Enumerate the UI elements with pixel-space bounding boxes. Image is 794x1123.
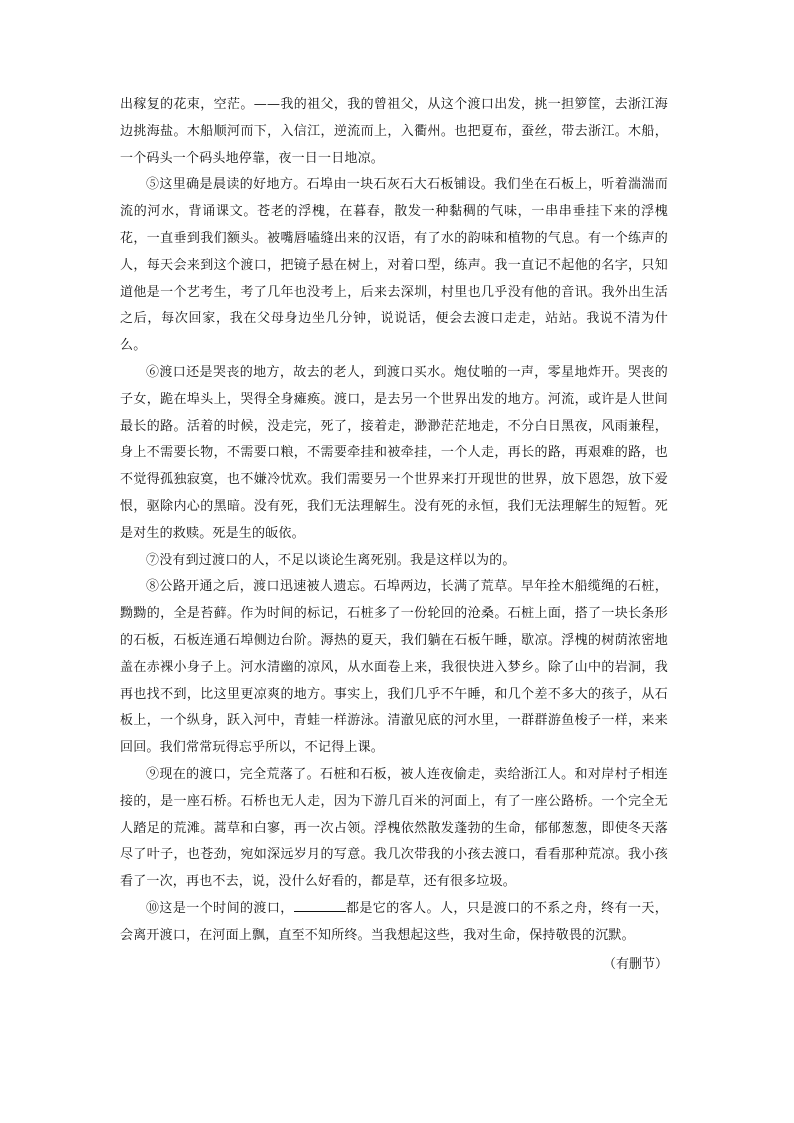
fill-in-blank [294, 899, 346, 912]
paragraph-10-start: ⑩这是一个时间的渡口， [146, 900, 294, 916]
paragraph-5: ⑤这里确是晨读的好地方。石埠由一块石灰石大石板铺设。我们坐在石板上，听着湍湍而流的河水，背诵课文。苍老的浮槐，在暮春，散发一种黏稠的气味，一串串垂挂下来的浮槐花，一直垂到我们额头。被嘴唇嗑缝出来的汉语，有了水的韵味和植物的气息。有一个练声的人，每天会来到这个渡口，把镜子悬在树上，对着口型，练声。我一直记不起他的名字，只知道他是一个艺考生，考了几年也没考上，后来去深圳，村里也几乎没有他的音讯。我外出生活之后，每次回家，我在父母身边坐几分钟，说说话，便会去渡口走走，站站。我说不清为什么。 [120, 177, 668, 354]
paragraph-10-end: 都是它的客人。人，只是渡口的不系之舟，终有一天，会离开渡口，在河面上飘，直至不知所终。当我想起这些，我对生命，保持敬畏的沉默。 [120, 900, 668, 943]
paragraph-9: ⑨现在的渡口，完全荒落了。石桩和石板，被人连夜偷走，卖给浙江人。和对岸村子相连接的，是一座石桥。石桥也无人走，因为下游几百米的河面上，有了一座公路桥。一个完全无人踏足的荒滩。蒿草和白寥，再一次占领。浮槐依然散发蓬勃的生命，郁郁葱葱，即使冬天落尽了叶子，也苍劲，宛如深远岁月的写意。我几次带我的小孩去渡口，看看那种荒凉。我小孩看了一次，再也不去，说，没什么好看的，都是草，还有很多垃圾。 [120, 766, 668, 890]
source-note: （有删节） [602, 956, 668, 972]
paragraph-continued: 出稼复的花束，空茫。——我的祖父，我的曾祖父，从这个渡口出发，挑一担箩筐，去浙江海边挑海盐。木船顺河而下，入信江，逆流而上，入衢州。也把夏布，蚕丝，带去浙江。木船，一个码头一个码头地停靠，夜一日一日地凉。 [120, 97, 668, 166]
paragraph-8: ⑧公路开通之后，渡口迅速被人遗忘。石埠两边，长满了荒草。早年拴木船缆绳的石桩，黝黝的，全是苔藓。作为时间的标记，石桩多了一份轮回的沧桑。石桩上面，搭了一块长条形的石板，石板连通石埠侧边台阶。溽热的夏天，我们躺在石板午睡，歇凉。浮槐的树荫浓密地盖在赤裸小身子上。河水清幽的凉风，从水面卷上来，我很快进入梦乡。除了山中的岩洞，我再也找不到，比这里更凉爽的地方。事实上，我们几乎不午睡，和几个差不多大的孩子，从石板上，一个纵身，跃入河中，青蛙一样游泳。清澈见底的河水里，一群群游鱼梭子一样，来来回回。我们常常玩得忘乎所以，不记得上课。 [120, 579, 668, 756]
document-page [120, 92, 668, 978]
paragraph-7: ⑦没有到过渡口的人，不足以谈论生离死别。我是这样以为的。 [146, 552, 516, 568]
paragraph-6: ⑥渡口还是哭丧的地方，故去的老人，到渡口买水。炮仗啪的一声，零星地炸开。哭丧的子女，跪在埠头上，哭得全身瘫痪。渡口，是去另一个世界出发的地方。河流，或许是人世间最长的路。活着的时候，没走完，死了，接着走，渺渺茫茫地走，不分白日黑夜，风雨兼程，身上不需要长物，不需要口粮，不需要牵挂和被牵挂，一个人走，再长的路，再艰难的路，也不觉得孤独寂寞，也不嫌冷忧欢。我们需要另一个世界来打开现世的世界，放下恩怨，放下爱恨，驱除内心的黑暗。没有死，我们无法理解生。没有死的永恒，我们无法理解生的短暂。死是对生的救赎。死是生的皈依。 [120, 364, 668, 541]
paragraph-10 [120, 896, 668, 950]
